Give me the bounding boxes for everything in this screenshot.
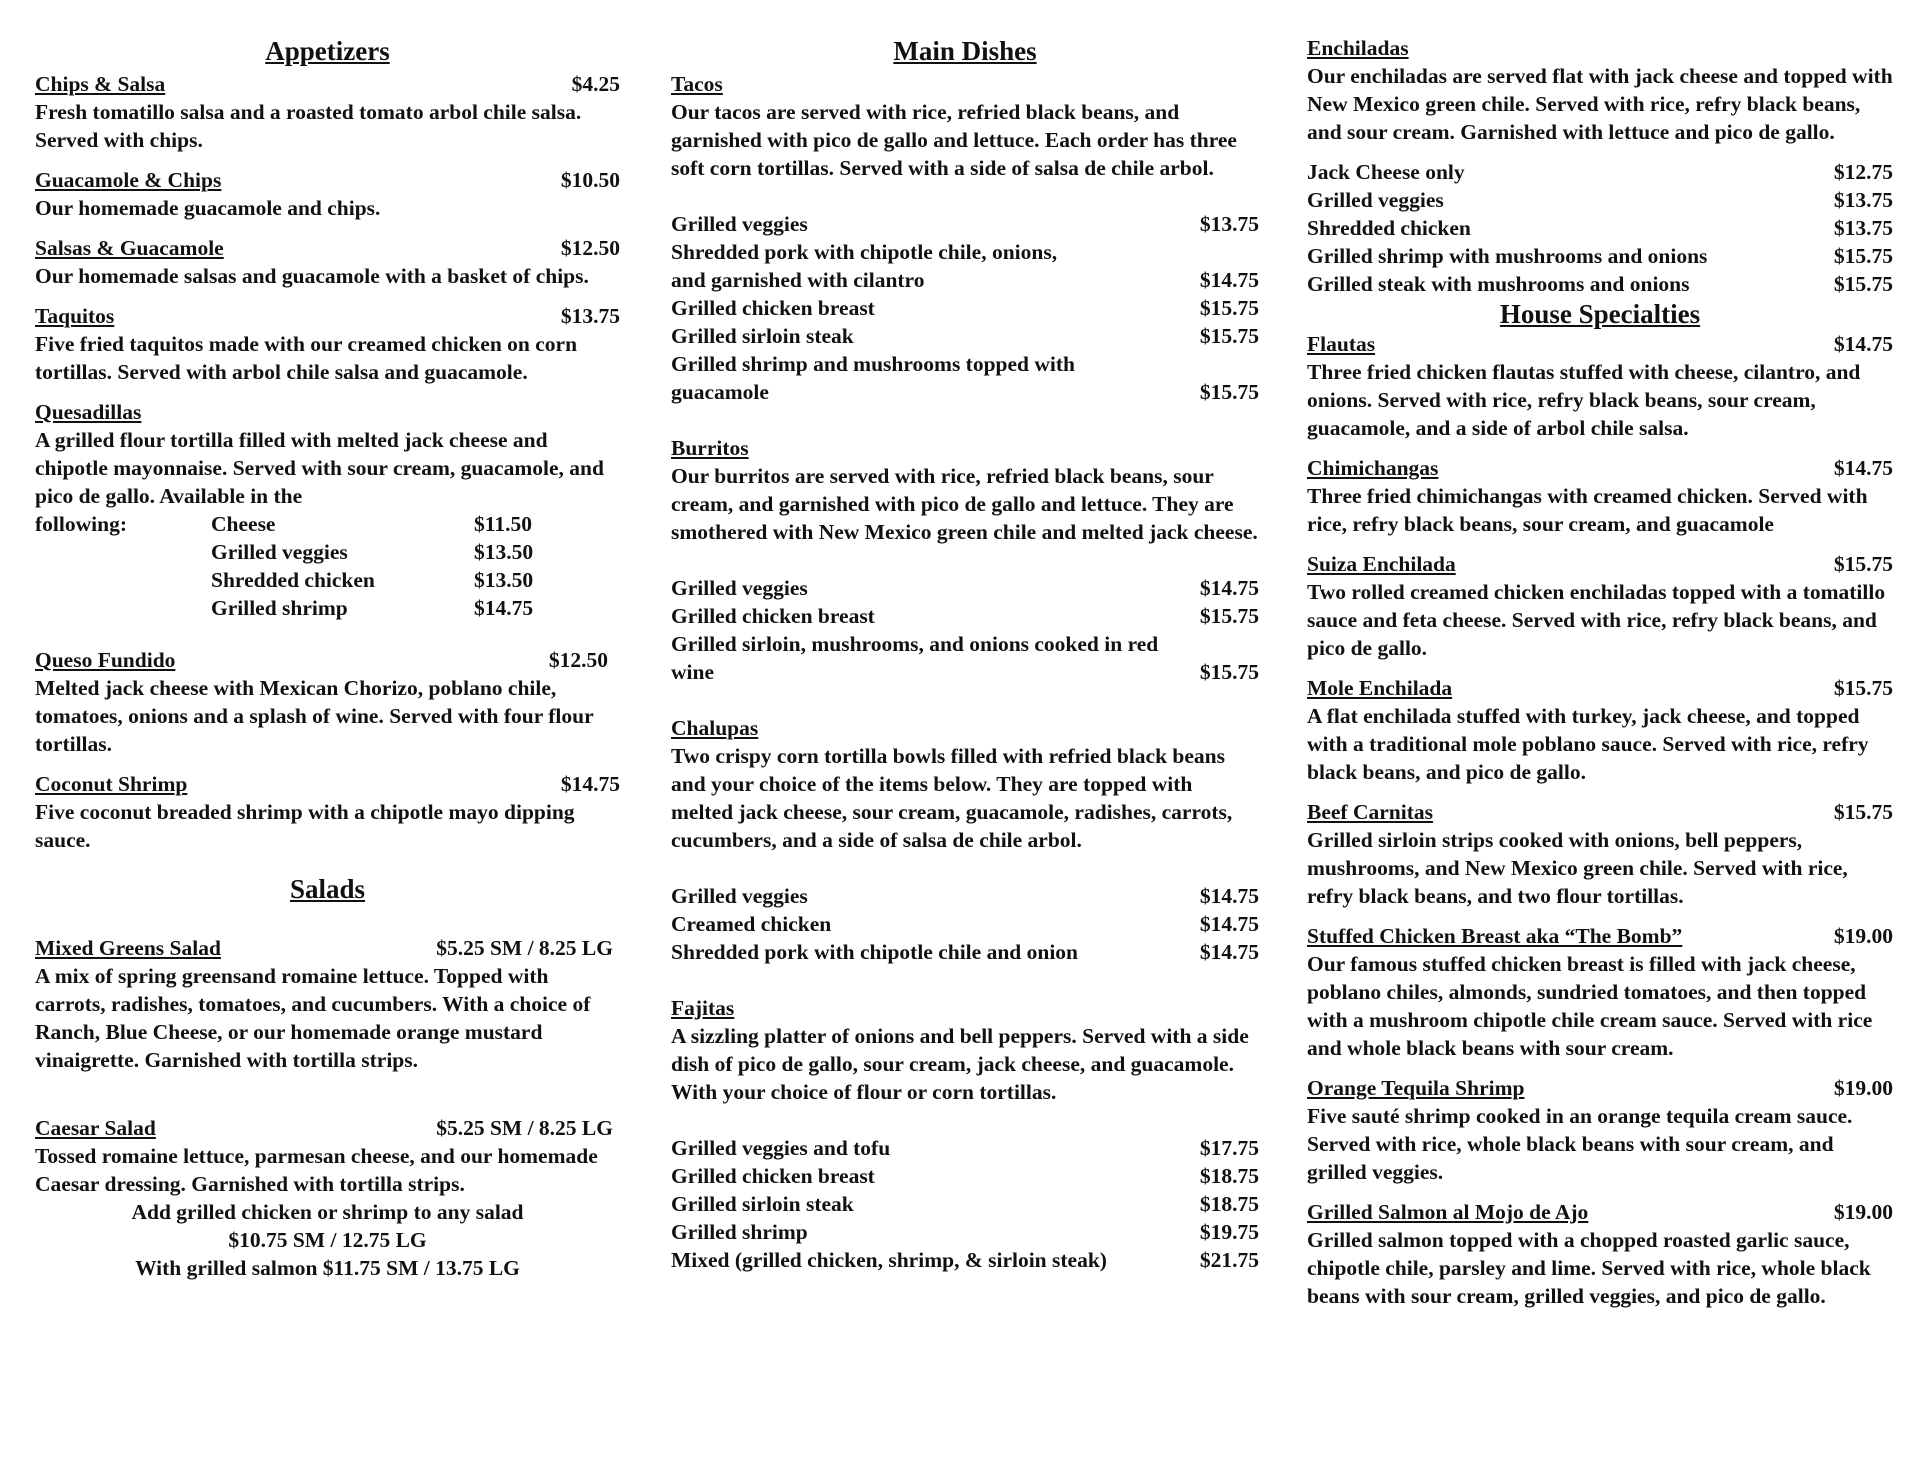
option-price: $12.75 <box>1833 160 1893 184</box>
salad-addon-line-3: With grilled salmon $11.75 SM / 13.75 LG <box>135 1256 520 1280</box>
option-row <box>671 882 1259 910</box>
option-price: $13.50 <box>474 540 534 564</box>
option-price: $19.75 <box>1199 1220 1259 1244</box>
option-price: $18.75 <box>1199 1192 1259 1216</box>
item-name: Chimichangas <box>1307 456 1439 480</box>
option-row <box>671 1246 1259 1274</box>
item-description: Three fried chimichangas with creamed chicken. Served with rice, refry black beans, sour cream, and guacamole <box>1307 484 1868 536</box>
option-row <box>671 210 1259 238</box>
item-description: Our enchiladas are served flat with jack cheese and topped with New Mexico green chile. Served with rice, refry black beans, and sour cream. Garnished with lettuce and pico de gallo. <box>1307 64 1893 144</box>
option-row <box>671 1218 1259 1246</box>
option-label: Grilled shrimp and mushrooms topped with guacamole <box>671 352 1075 404</box>
item-price: $12.50 <box>548 648 608 672</box>
option-label: Cheese <box>211 512 276 536</box>
salad-addon-line-1: Add grilled chicken or shrimp to any salad <box>131 1200 524 1224</box>
item-description: Our homemade guacamole and chips. <box>35 196 381 220</box>
item-price: $5.25 SM / 8.25 LG <box>436 936 613 960</box>
option-price: $15.75 <box>1199 604 1259 628</box>
item-name: Fajitas <box>671 996 735 1020</box>
option-row <box>671 238 1259 294</box>
option-price: $21.75 <box>1199 1248 1259 1272</box>
option-label: Shredded pork with chipotle chile, onions, and garnished with cilantro <box>671 240 1058 292</box>
item-name: Tacos <box>671 72 723 96</box>
item-name: Chalupas <box>671 716 759 740</box>
option-label: Grilled chicken breast <box>671 1164 875 1188</box>
item-description: Three fried chicken flautas stuffed with cheese, cilantro, and onions. Served with rice, refry black beans, sour cream, guacamole, and a side of arbol chile salsa. <box>1307 360 1861 440</box>
option-price: $11.50 <box>474 512 532 536</box>
option-label: Grilled shrimp <box>211 596 348 620</box>
menu-item-grilled-salmon <box>1307 1198 1893 1310</box>
option-row <box>671 630 1259 686</box>
menu-item-taquitos <box>35 302 620 386</box>
option-label: Grilled veggies <box>671 576 808 600</box>
option-label: Creamed chicken <box>671 912 832 936</box>
option-row <box>1307 186 1893 214</box>
menu-item-chimichangas <box>1307 454 1893 538</box>
option-row <box>671 574 1259 602</box>
item-price: $13.75 <box>560 304 620 328</box>
following-label: following: <box>35 512 127 536</box>
quesadilla-options <box>35 510 620 622</box>
option-label: Grilled veggies <box>671 212 808 236</box>
menu-item-suiza-enchilada <box>1307 550 1893 662</box>
option-label: Grilled veggies <box>1307 188 1444 212</box>
option-label: Jack Cheese only <box>1307 160 1465 184</box>
option-row <box>671 1162 1259 1190</box>
item-name: Flautas <box>1307 332 1376 356</box>
item-name: Caesar Salad <box>35 1116 156 1140</box>
item-price: $15.75 <box>1833 800 1893 824</box>
menu-item-beef-carnitas <box>1307 798 1893 910</box>
item-name: Grilled Salmon al Mojo de Ajo <box>1307 1200 1589 1224</box>
menu-item-guacamole-chips <box>35 166 620 222</box>
item-description: Grilled salmon topped with a chopped roasted garlic sauce, chipotle chile, parsley and lime. Served with rice, whole black beans with sour cream, grilled veggies, and pico de gallo. <box>1307 1228 1871 1308</box>
menu-item-quesadillas <box>35 398 620 622</box>
item-price: $19.00 <box>1833 1200 1893 1224</box>
option-label: Grilled veggies <box>211 540 348 564</box>
option-row <box>671 1190 1259 1218</box>
menu-item-chalupas <box>671 714 1259 966</box>
option-price: $17.75 <box>1199 1136 1259 1160</box>
option-price: $14.75 <box>1199 268 1259 292</box>
item-price: $14.75 <box>560 772 620 796</box>
option-list <box>671 1134 1259 1274</box>
option-row <box>671 938 1259 966</box>
option-label: Grilled sirloin steak <box>671 324 854 348</box>
item-name: Coconut Shrimp <box>35 772 188 796</box>
option-label: Grilled sirloin, mushrooms, and onions cooked in red wine <box>671 632 1159 684</box>
option-price: $13.75 <box>1833 216 1893 240</box>
column-middle <box>671 32 1259 1286</box>
item-name: Burritos <box>671 436 749 460</box>
item-description: A flat enchilada stuffed with turkey, jack cheese, and topped with a traditional mole poblano sauce. Served with rice, refry black beans, and pico de gallo. <box>1307 704 1869 784</box>
menu-item-enchiladas <box>1307 34 1893 298</box>
option-row <box>1307 158 1893 186</box>
item-description: A mix of spring greensand romaine lettuce. Topped with carrots, radishes, tomatoes, and cucumbers. With a choice of Ranch, Blue Cheese, or our homemade orange mustard vinaigrette. Garnished with tortilla strips. <box>35 964 591 1072</box>
menu-item-chips-salsa <box>35 70 620 154</box>
item-name: Mole Enchilada <box>1307 676 1453 700</box>
item-name: Quesadillas <box>35 400 142 424</box>
menu-item-caesar <box>35 1114 620 1198</box>
item-description: Our burritos are served with rice, refried black beans, sour cream, and garnished with pico de gallo and lettuce. They are smothered with New Mexico green chile and melted jack cheese. <box>671 464 1258 544</box>
option-price: $15.75 <box>1833 244 1893 268</box>
item-name: Salsas & Guacamole <box>35 236 224 260</box>
option-price: $15.75 <box>1199 324 1259 348</box>
menu-item-stuffed-chicken-breast <box>1307 922 1893 1062</box>
item-name: Chips & Salsa <box>35 72 166 96</box>
item-description: Five sauté shrimp cooked in an orange tequila cream sauce. Served with rice, whole black beans with sour cream, and grilled veggies. <box>1307 1104 1853 1184</box>
option-list <box>671 574 1259 686</box>
item-price: $14.75 <box>1833 456 1893 480</box>
item-description: Our famous stuffed chicken breast is filled with jack cheese, poblano chiles, almonds, sundried tomatoes, and then topped with a mushroom chipotle chile cream sauce. Served with rice and whole black beans with sour cream. <box>1307 952 1873 1060</box>
item-description: Two rolled creamed chicken enchiladas topped with a tomatillo sauce and feta cheese. Served with rice, refry black beans, and pico de gallo. <box>1307 580 1886 660</box>
menu-item-mixed-greens <box>35 934 620 1074</box>
salad-addon-line-2: $10.75 SM / 12.75 LG <box>228 1228 427 1252</box>
column-right <box>1307 34 1893 1322</box>
item-description: Five coconut breaded shrimp with a chipotle mayo dipping sauce. <box>35 800 575 852</box>
option-price: $13.50 <box>474 568 534 592</box>
item-description: A sizzling platter of onions and bell peppers. Served with a side dish of pico de gallo, sour cream, jack cheese, and guacamole. With your choice of flour or corn tortillas. <box>671 1024 1249 1104</box>
item-price: $19.00 <box>1833 924 1893 948</box>
item-name: Taquitos <box>35 304 115 328</box>
option-list <box>671 210 1259 406</box>
option-price: $15.75 <box>1199 380 1259 404</box>
option-list <box>671 882 1259 966</box>
option-row <box>671 1134 1259 1162</box>
menu-item-queso-fundido <box>35 646 620 758</box>
item-name: Guacamole & Chips <box>35 168 222 192</box>
option-label: Grilled chicken breast <box>671 296 875 320</box>
option-price: $15.75 <box>1199 296 1259 320</box>
option-price: $14.75 <box>1199 912 1259 936</box>
option-price: $14.75 <box>474 596 534 620</box>
section-title-main-dishes: Main Dishes <box>893 36 1037 66</box>
option-row <box>1307 270 1893 298</box>
option-row <box>1307 214 1893 242</box>
option-price: $15.75 <box>1199 660 1259 684</box>
option-label: Grilled sirloin steak <box>671 1192 854 1216</box>
option-row <box>671 910 1259 938</box>
column-left <box>35 32 620 1282</box>
item-description: Two crispy corn tortilla bowls filled with refried black beans and your choice of the items below. They are topped with melted jack cheese, sour cream, guacamole, radishes, carrots, cucumbers, and a side of salsa de chile arbol. <box>671 744 1233 852</box>
option-price: $14.75 <box>1199 940 1259 964</box>
option-row <box>1307 242 1893 270</box>
option-label: Grilled shrimp <box>671 1220 808 1244</box>
item-price: $15.75 <box>1833 552 1893 576</box>
menu-item-orange-tequila-shrimp <box>1307 1074 1893 1186</box>
item-price: $14.75 <box>1833 332 1893 356</box>
option-price: $15.75 <box>1833 272 1893 296</box>
menu-item-salsas-guacamole <box>35 234 620 290</box>
option-label: Grilled veggies and tofu <box>671 1136 891 1160</box>
option-price: $14.75 <box>1199 884 1259 908</box>
item-description: Five fried taquitos made with our creamed chicken on corn tortillas. Served with arbol chile salsa and guacamole. <box>35 332 578 384</box>
item-price: $5.25 SM / 8.25 LG <box>436 1116 613 1140</box>
option-row <box>671 294 1259 322</box>
section-title-house-specialties: House Specialties <box>1499 299 1701 329</box>
option-row <box>671 602 1259 630</box>
item-name: Stuffed Chicken Breast aka “The Bomb” <box>1307 924 1683 948</box>
menu-item-fajitas <box>671 994 1259 1274</box>
item-description: A grilled flour tortilla filled with melted jack cheese and chipotle mayonnaise. Served with sour cream, guacamole, and pico de gallo. Available in the <box>35 428 604 508</box>
option-label: Mixed (grilled chicken, shrimp, & sirloin steak) <box>671 1248 1107 1272</box>
option-label: Shredded chicken <box>211 568 375 592</box>
option-price: $18.75 <box>1199 1164 1259 1188</box>
option-label: Grilled chicken breast <box>671 604 875 628</box>
item-name: Beef Carnitas <box>1307 800 1433 824</box>
option-label: Shredded chicken <box>1307 216 1471 240</box>
item-description: Our homemade salsas and guacamole with a basket of chips. <box>35 264 589 288</box>
item-description: Tossed romaine lettuce, parmesan cheese, and our homemade Caesar dressing. Garnished with tortilla strips. <box>35 1144 598 1196</box>
option-label: Grilled shrimp with mushrooms and onions <box>1307 244 1708 268</box>
item-description: Grilled sirloin strips cooked with onions, bell peppers, mushrooms, and New Mexico green chile. Served with rice, refry black beans, and two flour tortillas. <box>1307 828 1848 908</box>
item-description: Fresh tomatillo salsa and a roasted tomato arbol chile salsa. Served with chips. <box>35 100 582 152</box>
item-price: $15.75 <box>1833 676 1893 700</box>
option-label: Grilled steak with mushrooms and onions <box>1307 272 1690 296</box>
menu-item-flautas <box>1307 330 1893 442</box>
item-name: Enchiladas <box>1307 36 1409 60</box>
option-row <box>671 322 1259 350</box>
section-title-salads: Salads <box>289 874 366 904</box>
item-price: $4.25 <box>571 72 620 96</box>
item-price: $12.50 <box>560 236 620 260</box>
menu-item-tacos <box>671 70 1259 406</box>
menu-item-burritos <box>671 434 1259 686</box>
item-description: Our tacos are served with rice, refried black beans, and garnished with pico de gallo and lettuce. Each order has three soft corn tortillas. Served with a side of salsa de chile arbol. <box>671 100 1237 180</box>
item-name: Queso Fundido <box>35 648 176 672</box>
item-description: Melted jack cheese with Mexican Chorizo, poblano chile, tomatoes, onions and a splash of wine. Served with four flour tortillas. <box>35 676 594 756</box>
option-price: $13.75 <box>1833 188 1893 212</box>
menu-item-coconut-shrimp <box>35 770 620 854</box>
option-label: Shredded pork with chipotle chile and onion <box>671 940 1078 964</box>
item-price: $10.50 <box>560 168 620 192</box>
item-name: Orange Tequila Shrimp <box>1307 1076 1525 1100</box>
item-name: Suiza Enchilada <box>1307 552 1456 576</box>
option-row <box>671 350 1259 406</box>
option-price: $13.75 <box>1199 212 1259 236</box>
item-price: $19.00 <box>1833 1076 1893 1100</box>
option-label: Grilled veggies <box>671 884 808 908</box>
section-title-appetizers: Appetizers <box>265 36 390 66</box>
item-name: Mixed Greens Salad <box>35 936 221 960</box>
menu-item-mole-enchilada <box>1307 674 1893 786</box>
option-price: $14.75 <box>1199 576 1259 600</box>
